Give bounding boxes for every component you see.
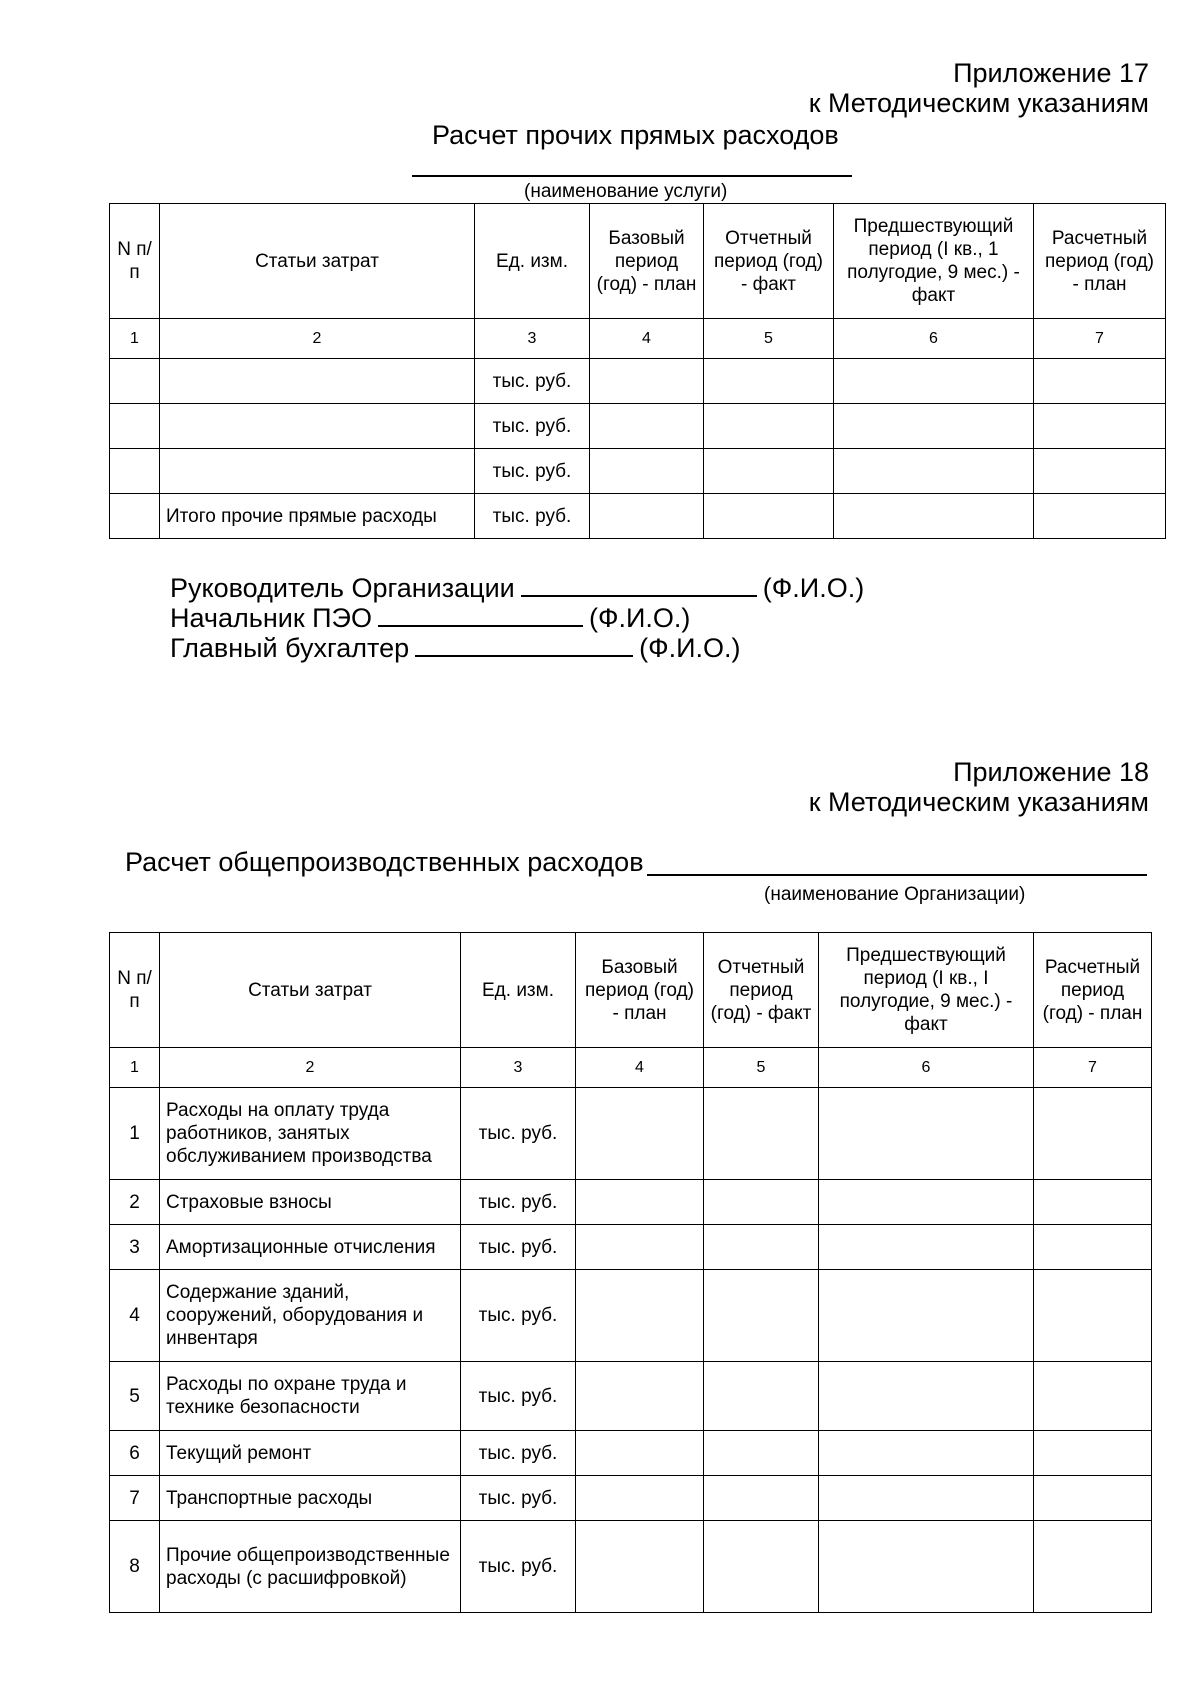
value-cell[interactable]: [704, 1180, 819, 1225]
column-index: 5: [704, 1048, 819, 1088]
value-cell[interactable]: [576, 1088, 704, 1180]
row-num[interactable]: [110, 359, 160, 404]
service-name-caption: (наименование услуги): [524, 181, 728, 202]
value-cell[interactable]: [590, 359, 704, 404]
value-cell[interactable]: [704, 1476, 819, 1521]
row-unit: тыс. руб.: [461, 1088, 576, 1180]
row-num: 6: [110, 1431, 160, 1476]
appendix-18-heading: Расчет общепроизводственных расходов: [125, 847, 644, 877]
appendix-17-heading: Расчет прочих прямых расходов: [432, 120, 839, 150]
value-cell[interactable]: [1034, 1225, 1152, 1270]
column-index: 2: [160, 1048, 461, 1088]
value-cell[interactable]: [819, 1225, 1034, 1270]
overhead-costs-table: [109, 932, 1152, 1613]
table-row: [110, 1088, 1152, 1180]
value-cell[interactable]: [1034, 1088, 1152, 1180]
column-index-row: [110, 319, 1166, 359]
row-item[interactable]: [160, 359, 475, 404]
service-name-line[interactable]: [412, 175, 852, 177]
header-item: Статьи затрат: [160, 933, 461, 1048]
total-row: [110, 494, 1166, 539]
value-cell[interactable]: [819, 1088, 1034, 1180]
row-num: 8: [110, 1521, 160, 1613]
value-cell[interactable]: [704, 1225, 819, 1270]
row-num: 4: [110, 1270, 160, 1362]
header-report-period: Отчетный период (год) - факт: [704, 933, 819, 1048]
row-num: [110, 494, 160, 539]
row-unit: тыс. руб.: [461, 1225, 576, 1270]
table-row: [110, 404, 1166, 449]
value-cell[interactable]: [576, 1431, 704, 1476]
value-cell[interactable]: [834, 449, 1034, 494]
row-unit: тыс. руб.: [475, 449, 590, 494]
table-row: [110, 449, 1166, 494]
value-cell[interactable]: [819, 1476, 1034, 1521]
row-item: Транспортные расходы: [160, 1476, 461, 1521]
value-cell[interactable]: [576, 1270, 704, 1362]
signature-accountant: [170, 631, 741, 663]
row-unit: тыс. руб.: [461, 1431, 576, 1476]
value-cell[interactable]: [576, 1180, 704, 1225]
organization-name-line[interactable]: [647, 874, 1147, 876]
header-calc-period: Расчетный период (год) - план: [1034, 933, 1152, 1048]
header-item: Статьи затрат: [160, 204, 475, 319]
organization-name-caption: (наименование Организации): [764, 884, 1026, 905]
value-cell[interactable]: [834, 359, 1034, 404]
row-num[interactable]: [110, 404, 160, 449]
value-cell[interactable]: [590, 404, 704, 449]
table-row: [110, 1270, 1152, 1362]
table-header-row: [110, 933, 1152, 1048]
column-index: 7: [1034, 319, 1166, 359]
value-cell[interactable]: [834, 404, 1034, 449]
value-cell[interactable]: [819, 1180, 1034, 1225]
row-item: Содержание зданий, сооружений, оборудования и инвентаря: [160, 1270, 461, 1362]
row-num: 3: [110, 1225, 160, 1270]
column-index: 3: [475, 319, 590, 359]
column-index: 3: [461, 1048, 576, 1088]
column-index: 4: [590, 319, 704, 359]
value-cell[interactable]: [1034, 494, 1166, 539]
signature-peo: [170, 601, 690, 633]
value-cell[interactable]: [819, 1362, 1034, 1431]
column-index-row: [110, 1048, 1152, 1088]
value-cell[interactable]: [819, 1270, 1034, 1362]
row-unit: тыс. руб.: [461, 1180, 576, 1225]
value-cell[interactable]: [704, 404, 834, 449]
value-cell[interactable]: [819, 1521, 1034, 1613]
value-cell[interactable]: [1034, 1521, 1152, 1613]
row-item[interactable]: [160, 404, 475, 449]
column-index: 5: [704, 319, 834, 359]
row-unit: тыс. руб.: [475, 404, 590, 449]
header-base-period: Базовый период (год) - план: [576, 933, 704, 1048]
table-row: [110, 359, 1166, 404]
value-cell[interactable]: [1034, 449, 1166, 494]
row-item[interactable]: [160, 449, 475, 494]
row-unit: тыс. руб.: [461, 1362, 576, 1431]
value-cell[interactable]: [1034, 1362, 1152, 1431]
value-cell[interactable]: [1034, 1180, 1152, 1225]
value-cell[interactable]: [704, 1270, 819, 1362]
row-num: 2: [110, 1180, 160, 1225]
signature-fio: (Ф.И.О.): [588, 603, 691, 633]
row-item: Текущий ремонт: [160, 1431, 461, 1476]
signature-line[interactable]: [378, 601, 583, 627]
signature-head: [170, 571, 864, 603]
header-report-period: Отчетный период (год) - факт: [704, 204, 834, 319]
value-cell[interactable]: [1034, 404, 1166, 449]
signature-role: Начальник ПЭО: [170, 603, 372, 633]
value-cell[interactable]: [576, 1521, 704, 1613]
value-cell[interactable]: [576, 1225, 704, 1270]
row-num: 1: [110, 1088, 160, 1180]
column-index: 6: [834, 319, 1034, 359]
value-cell[interactable]: [704, 449, 834, 494]
value-cell[interactable]: [704, 1431, 819, 1476]
signature-fio: (Ф.И.О.): [639, 633, 741, 663]
value-cell[interactable]: [704, 1088, 819, 1180]
column-index: 6: [819, 1048, 1034, 1088]
value-cell[interactable]: [1034, 1476, 1152, 1521]
appendix-17-reference: к Методическим указаниям: [808, 88, 1149, 118]
column-index: 4: [576, 1048, 704, 1088]
row-num: 7: [110, 1476, 160, 1521]
row-item: Амортизационные отчисления: [160, 1225, 461, 1270]
table-row: [110, 1521, 1152, 1613]
appendix-18-title: Приложение 18: [953, 757, 1149, 787]
column-index: 2: [160, 319, 475, 359]
row-unit: тыс. руб.: [475, 494, 590, 539]
table-row: [110, 1431, 1152, 1476]
table-row: [110, 1362, 1152, 1431]
header-num: N п/п: [110, 933, 160, 1048]
column-index: 1: [110, 319, 160, 359]
header-num: N п/п: [110, 204, 160, 319]
value-cell[interactable]: [834, 494, 1034, 539]
other-direct-costs-table: [109, 203, 1166, 539]
signature-fio: (Ф.И.О.): [762, 573, 865, 603]
value-cell[interactable]: [1034, 1270, 1152, 1362]
value-cell[interactable]: [704, 1521, 819, 1613]
row-unit: тыс. руб.: [475, 359, 590, 404]
value-cell[interactable]: [1034, 359, 1166, 404]
row-unit: тыс. руб.: [461, 1521, 576, 1613]
value-cell[interactable]: [1034, 1431, 1152, 1476]
value-cell[interactable]: [704, 494, 834, 539]
table-row: [110, 1225, 1152, 1270]
row-item: Прочие общепроизводственные расходы (с расшифровкой): [160, 1521, 461, 1613]
table-row: [110, 1476, 1152, 1521]
value-cell[interactable]: [590, 494, 704, 539]
header-unit: Ед. изм.: [475, 204, 590, 319]
header-base-period: Базовый период (год) - план: [590, 204, 704, 319]
table-row: [110, 1180, 1152, 1225]
row-item: Итого прочие прямые расходы: [160, 494, 475, 539]
column-index: 7: [1034, 1048, 1152, 1088]
value-cell[interactable]: [576, 1362, 704, 1431]
signature-line[interactable]: [415, 631, 633, 657]
signature-role: Главный бухгалтер: [170, 633, 410, 663]
row-item: Страховые взносы: [160, 1180, 461, 1225]
column-index: 1: [110, 1048, 160, 1088]
value-cell[interactable]: [819, 1431, 1034, 1476]
appendix-18-reference: к Методическим указаниям: [808, 787, 1149, 817]
signature-line[interactable]: [521, 571, 757, 597]
value-cell[interactable]: [576, 1476, 704, 1521]
value-cell[interactable]: [704, 1362, 819, 1431]
header-unit: Ед. изм.: [461, 933, 576, 1048]
row-num[interactable]: [110, 449, 160, 494]
header-previous-period: Предшествующий период (I кв., 1 полугодие, 9 мес.) - факт: [834, 204, 1034, 319]
table-header-row: [110, 204, 1166, 319]
value-cell[interactable]: [704, 359, 834, 404]
row-unit: тыс. руб.: [461, 1476, 576, 1521]
appendix-17-title: Приложение 17: [953, 58, 1149, 88]
value-cell[interactable]: [590, 449, 704, 494]
row-num: 5: [110, 1362, 160, 1431]
signature-role: Руководитель Организации: [170, 573, 515, 603]
row-item: Расходы на оплату труда работников, занятых обслуживанием производства: [160, 1088, 461, 1180]
row-unit: тыс. руб.: [461, 1270, 576, 1362]
header-calc-period: Расчетный период (год) - план: [1034, 204, 1166, 319]
header-previous-period: Предшествующий период (I кв., I полугодие, 9 мес.) - факт: [819, 933, 1034, 1048]
row-item: Расходы по охране труда и технике безопасности: [160, 1362, 461, 1431]
